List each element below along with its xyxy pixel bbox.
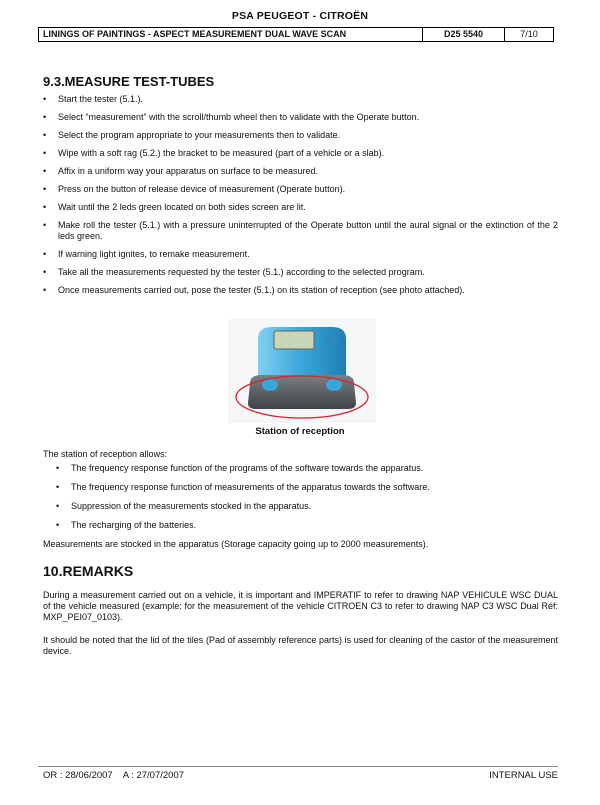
footer-divider: [38, 766, 558, 767]
storage-note: Measurements are stocked in the apparatus (Storage capacity going up to 2000 measurements).: [43, 539, 429, 549]
list-item: • Once measurements carried out, pose the tester (5.1.) on its station of reception (see photo attached).: [43, 285, 558, 296]
remarks-paragraph-2: It should be noted that the lid of the tiles (Pad of assembly reference parts) is used for cleaning of the castor of the measurement device.: [43, 635, 558, 656]
station-of-reception-photo: [228, 319, 376, 423]
list-item: • Press on the button of release device of measurement (Operate button).: [43, 184, 558, 195]
photo-caption: Station of reception: [255, 426, 345, 437]
footer-dates: OR : 28/06/2007 A : 27/07/2007: [43, 770, 185, 781]
remarks-paragraph-1: During a measurement carried out on a vehicle, it is important and IMPERATIF to refer to drawing NAP VEHICULE WSC DUAL of the vehicle measured (example: for the measurement of the vehicle CITROEN C3 to refer to drawing NAP C3 WSC Dual Réf: MXP_PEI07_0103).: [43, 590, 558, 622]
company-name: PSA PEUGEOT - CITROËN: [231, 10, 369, 22]
list-item: • The recharging of the batteries.: [56, 520, 556, 531]
tester-device-illustration: [228, 319, 376, 423]
list-item: • Make roll the tester (5.1.) with a pressure uninterrupted of the Operate button until the aural signal or the extinction of the 2 leds green.: [43, 220, 558, 242]
list-item: • If warning light ignites, to remake measurement.: [43, 249, 558, 260]
list-item: • Wait until the 2 leds green located on both sides screen are lit.: [43, 202, 558, 213]
list-item: • Affix in a uniform way your apparatus on surface to be measured.: [43, 166, 558, 177]
list-item: • Select “measurement” with the scroll/thumb wheel then to validate with the Operate button.: [43, 112, 558, 123]
document-title: LININGS OF PAINTINGS - ASPECT MEASUREMENT DUAL WAVE SCAN: [39, 28, 423, 41]
list-item: • Start the tester (5.1.).: [43, 94, 558, 105]
list-item: • Wipe with a soft rag (5.2.) the bracket to be measured (part of a vehicle or a slab).: [43, 148, 558, 159]
list-item: • The frequency response function of the programs of the software towards the apparatus.: [56, 463, 556, 474]
page-number: 7/10: [520, 29, 538, 39]
measure-steps-list: [43, 94, 558, 303]
document-header-table: [38, 27, 554, 42]
footer-classification: INTERNAL USE: [489, 770, 558, 781]
section-heading-measure-test-tubes: 9.3.MEASURE TEST-TUBES: [43, 74, 215, 89]
station-intro: The station of reception allows:: [43, 449, 168, 459]
list-item: • Suppression of the measurements stocked in the apparatus.: [56, 501, 556, 512]
station-functions-list: [56, 463, 556, 539]
list-item: • Take all the measurements requested by the tester (5.1.) according to the selected program.: [43, 267, 558, 278]
section-heading-remarks: 10.REMARKS: [43, 563, 134, 579]
list-item: • Select the program appropriate to your measurements then to validate.: [43, 130, 558, 141]
list-item: • The frequency response function of measurements of the apparatus towards the software.: [56, 482, 556, 493]
document-reference: D25 5540: [423, 28, 505, 41]
